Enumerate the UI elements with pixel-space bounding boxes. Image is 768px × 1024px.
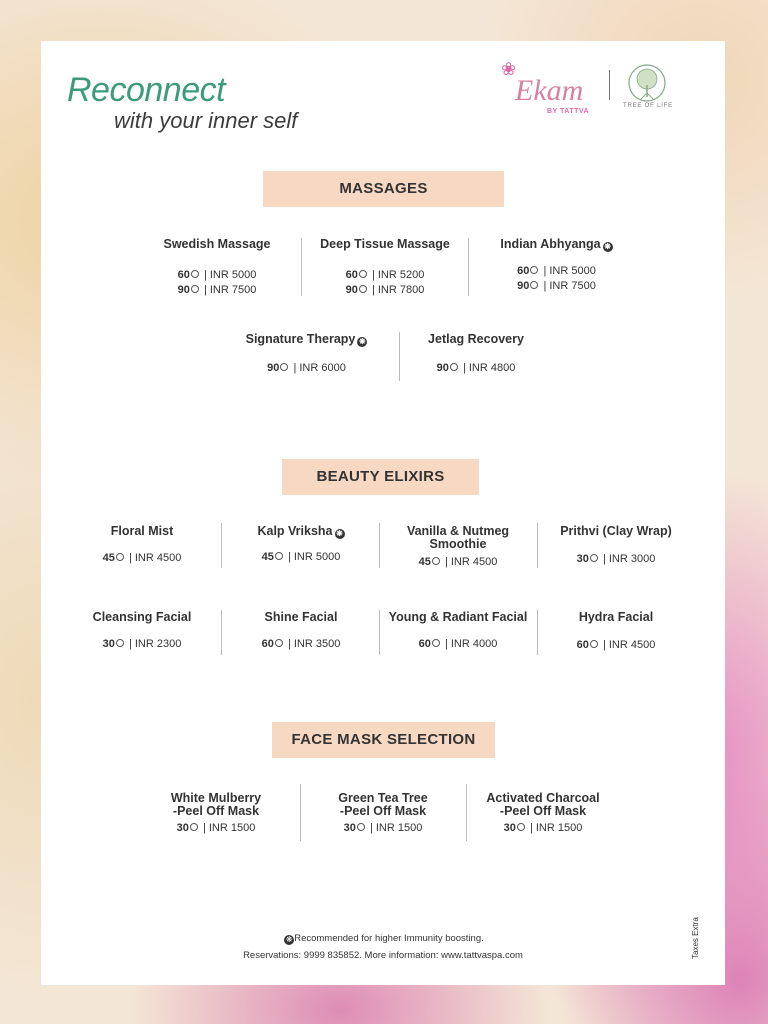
divider [301,238,302,296]
item-price: 90 | INR 6000 [267,362,346,374]
duration: 90 [345,284,358,296]
menu-item [136,792,296,836]
duration: 60 [418,638,431,650]
item-price: 30 | INR 2300 [102,638,182,650]
price: INR 7800 [377,284,425,296]
item-name: Shine Facial [264,610,338,624]
clock-icon [432,639,440,647]
item-price: 60 | INR 4500 [576,639,656,651]
item-name-line2: -Peel Off Mask [339,804,427,818]
price: INR 3500 [293,638,341,650]
item-price: 45 | INR 4500 [102,552,182,564]
item-name: Swedish Massage [163,237,271,251]
clock-icon [530,281,538,289]
price: INR 4800 [468,362,516,374]
price: INR 4500 [450,556,498,568]
clock-icon [280,363,288,371]
masks-heading: FACE MASK SELECTION [272,722,495,758]
item-name-line2: -Peel Off Mask [172,804,260,818]
menu-card [41,41,725,985]
item-name: Vanilla & Nutmeg [406,524,510,538]
item-price: 60 | INR 5000 [517,265,596,277]
menu-item [401,333,551,376]
duration: 60 [177,269,190,281]
duration: 45 [102,552,115,564]
clock-icon [116,553,124,561]
item-price: 60 | INR 5200 [345,269,425,281]
clock-icon [116,639,124,647]
duration: 45 [418,556,431,568]
item-name: Floral Mist [110,524,174,538]
reservations: Reservations: 9999 835852. More information: www.tattvaspa.com [243,950,523,961]
menu-item [303,792,463,836]
item-price: 45 | INR 5000 [261,551,341,563]
item-name: Jetlag Recovery [428,332,524,346]
price: INR 7500 [549,280,596,292]
price: INR 5000 [209,269,257,281]
item-price: 30 | INR 1500 [343,822,423,834]
divider [399,332,400,381]
brand-logo [501,59,701,119]
duration: 60 [261,638,274,650]
clock-icon [191,285,199,293]
item-name [222,525,380,539]
item-name [229,333,384,347]
immunity-note [41,933,725,945]
price: INR 4500 [134,552,182,564]
price: INR 1500 [535,822,583,834]
item-name: Prithvi (Clay Wrap) [560,524,672,538]
item-price: 30 | INR 3000 [576,553,656,565]
price: INR 4500 [608,639,656,651]
duration: 30 [576,553,589,565]
clock-icon [275,552,283,560]
item-name-text: Indian Abhyanga [500,237,601,251]
duration: 30 [176,822,189,834]
item-name: Deep Tissue Massage [320,237,450,251]
beauty-heading: BEAUTY ELIXIRS [282,459,479,495]
clock-icon [450,363,458,371]
item-name: Cleansing Facial [92,610,192,624]
price: INR 1500 [208,822,256,834]
item-name: Young & Radiant Facial [388,610,528,624]
clock-icon [357,823,365,831]
item-price: 60 | INR 4000 [418,638,498,650]
logo-partner: TREE OF LIFE [623,103,673,109]
clock-icon [530,266,538,274]
immunity-note-text: Recommended for higher Immunity boosting. [294,933,484,944]
item-name-text: Kalp Vriksha [257,524,333,538]
menu-item [222,611,380,652]
item-price: 90 | INR 7800 [345,284,425,296]
duration: 45 [261,551,274,563]
immunity-icon: ❋ [359,337,366,346]
clock-icon [359,270,367,278]
price: INR 4000 [450,638,498,650]
price: INR 7500 [209,284,257,296]
price: INR 5000 [549,265,596,277]
page-subtitle: with your inner self [114,108,298,133]
duration: 30 [503,822,516,834]
menu-item [463,792,623,836]
page-title: Reconnect [67,71,226,109]
immunity-icon: ❋ [336,529,343,538]
logo-divider [609,70,610,100]
menu-item [222,525,380,565]
duration: 30 [102,638,115,650]
price: INR 6000 [299,362,346,374]
clock-icon [517,823,525,831]
item-price: 45 | INR 4500 [418,556,498,568]
item-name: White Mulberry [170,791,262,805]
item-price: 60 | INR 5000 [177,269,257,281]
clock-icon [359,285,367,293]
menu-item [63,525,221,566]
menu-item [229,333,384,376]
duration: 90 [517,280,530,292]
menu-item [379,525,537,570]
clock-icon [432,557,440,565]
price: INR 2300 [134,638,182,650]
tree-of-life-icon [623,63,671,103]
duration: 90 [267,362,280,374]
menu-item [537,525,695,567]
immunity-icon: ❋ [285,935,293,944]
taxes-note: Taxes Extra [691,917,700,959]
lotus-icon: ❀ [501,59,517,79]
duration: 60 [576,639,589,651]
menu-item [379,611,537,652]
item-price: 90 | INR 4800 [436,362,516,374]
clock-icon [275,639,283,647]
clock-icon [191,270,199,278]
menu-item [137,238,297,298]
duration: 60 [345,269,358,281]
title-block [67,71,297,133]
logo-by: BY TATTVA [547,108,590,115]
price: INR 5000 [293,551,341,563]
clock-icon [190,823,198,831]
item-name-line2: Smoothie [429,537,487,551]
menu-item [63,611,221,652]
item-price: 60 | INR 3500 [261,638,341,650]
item-name-line2: -Peel Off Mask [499,804,587,818]
price: INR 5200 [377,269,425,281]
menu-item [537,611,695,653]
duration: 90 [177,284,190,296]
item-name: Green Tea Tree [338,791,428,805]
clock-icon [590,640,598,648]
menu-item [469,238,644,294]
menu-item [305,238,465,298]
massages-heading: MASSAGES [263,171,504,207]
item-price: 90 | INR 7500 [177,284,257,296]
item-name [469,238,644,252]
immunity-icon: ❋ [604,242,611,251]
price: INR 1500 [375,822,423,834]
item-name: Activated Charcoal [486,791,600,805]
duration: 90 [436,362,449,374]
clock-icon [590,554,598,562]
divider [300,784,301,841]
duration: 60 [517,265,530,277]
duration: 30 [343,822,356,834]
price: INR 3000 [608,553,656,565]
item-name: Hydra Facial [578,610,654,624]
logo-brand: Ekam [515,74,584,107]
item-price: 90 | INR 7500 [517,280,596,292]
item-price: 30 | INR 1500 [176,822,256,834]
item-name-text: Signature Therapy [245,332,356,346]
item-price: 30 | INR 1500 [503,822,583,834]
